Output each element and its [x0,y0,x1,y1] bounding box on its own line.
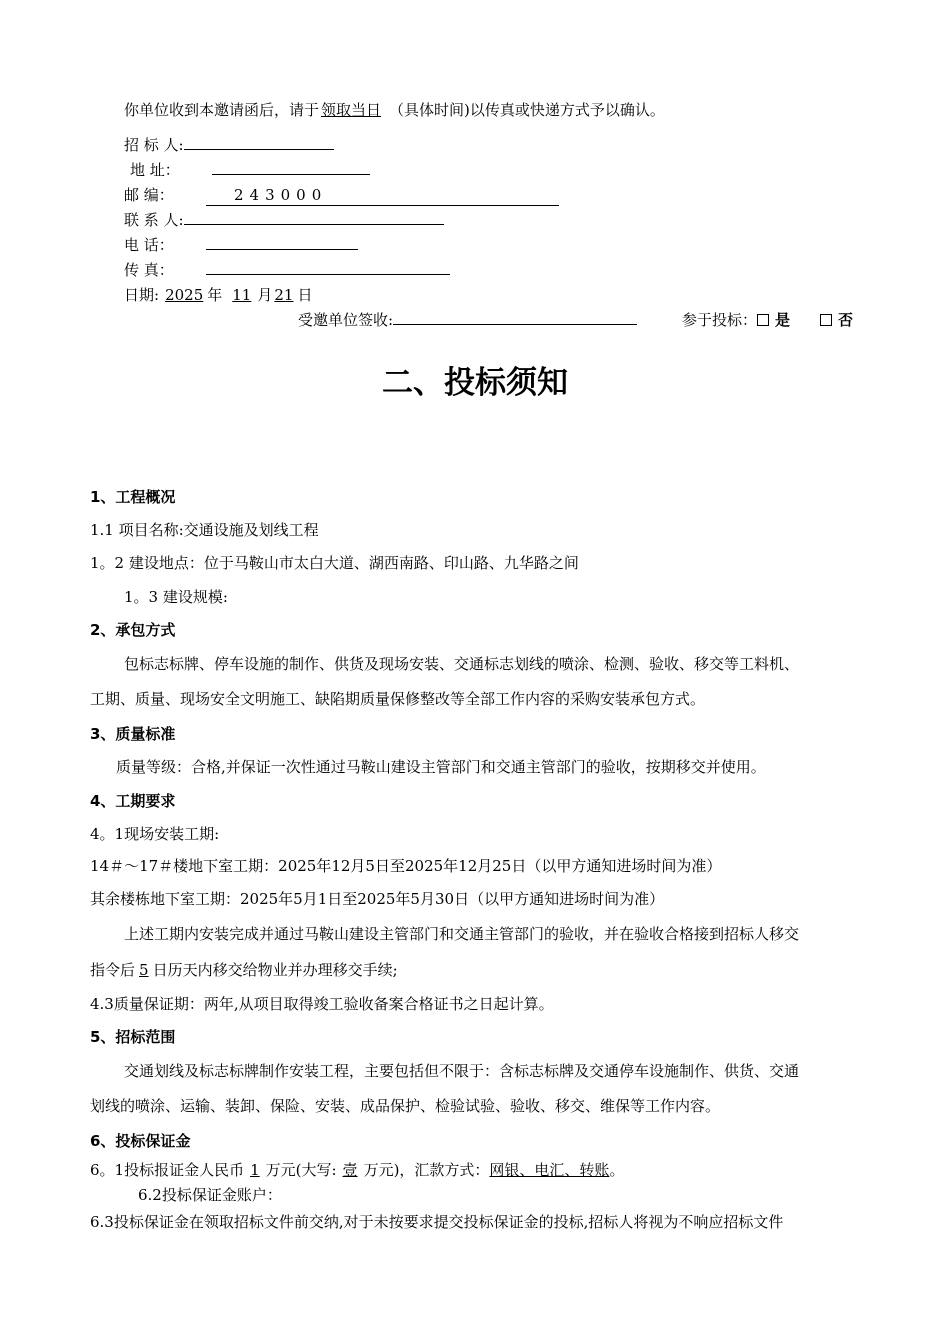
s6-line-2: 6.2投标保证金账户： [138,1186,282,1204]
date-year: 2025 [165,286,204,304]
yes-label: 是 [775,311,791,329]
s4-para-2-post: 日历天内移交给物业并办理移交手续; [152,961,398,979]
s4-para-1: 上述工期内安装完成并通过马鞍山建设主管部门和交通主管部门的验收，并在验收合格接到招标人移交 [124,925,800,943]
phone-blank [206,235,358,250]
date-day: 21 [274,286,294,304]
s6-line-1-mid: 万元(大写: [265,1161,337,1179]
confirm-line [124,100,665,120]
section-6-title: 6、投标保证金 [90,1132,191,1150]
address-blank [212,160,370,175]
date-day-unit: 日 [297,286,313,304]
s2-para-1: 包标志标牌、停车设施的制作、供货及现场安装、交通标志划线的喷涂、检测、验收、移交等工料机、 [124,655,800,673]
s6-line-1-pre: 6。1投标报证金人民币 [90,1161,245,1179]
deposit-amount-upper: 壹 [342,1161,358,1179]
section-5-title: 5、招标范围 [90,1028,176,1046]
tenderer-label: 招 标 人: [124,136,184,154]
postal-value: 243000 [206,185,559,206]
address-label: 地 址： [130,161,180,179]
section-1-title: 1、工程概况 [90,488,176,506]
payment-method: 网银、电汇、转账 [489,1161,610,1179]
s4-line-3: 其余楼栋地下室工期：2025年5月1日至2025年5月30日（以甲方通知进场时间为准） [90,890,665,908]
section-2-title: 2、承包方式 [90,621,176,639]
s4-line-2: 14＃～17＃楼地下室工期：2025年12月5日至2025年12月25日（以甲方通知进场时间为准） [90,857,722,875]
section-3-title: 3、质量标准 [90,725,176,743]
sign-line [298,310,637,330]
s4-line-4: 4.3质量保证期：两年,从项目取得竣工验收备案合格证书之日起计算。 [90,995,554,1013]
contact-label: 联 系 人: [124,211,184,229]
date-month-unit: 月 [257,286,273,304]
section-4-title: 4、工期要求 [90,792,176,810]
phone-label: 电 话： [124,236,174,254]
yes-checkbox[interactable] [757,314,769,326]
date-label: 日期: [124,286,160,304]
s6-line-1 [90,1160,624,1180]
participate-label: 参于投标： [682,311,758,329]
s1-line-3: 1。3 建设规模: [124,588,228,606]
s4-line-1: 4。1现场安装工期: [90,825,220,843]
address-field [130,160,370,180]
date-line [124,285,312,305]
fax-label: 传 真： [124,261,174,279]
no-checkbox[interactable] [820,314,832,326]
s3-para-1: 质量等级：合格,并保证一次性通过马鞍山建设主管部门和交通主管部门的验收，按期移交并使用。 [116,758,766,776]
deposit-amount: 1 [250,1161,260,1179]
s5-para-1: 交通划线及标志标牌制作安装工程，主要包括但不限于：含标志标牌及交通停车设施制作、供货、交通 [124,1062,800,1080]
s4-para-2-pre: 指令后 [90,961,136,979]
s1-line-1: 1.1 项目名称:交通设施及划线工程 [90,521,319,539]
s2-para-2: 工期、质量、现场安全文明施工、缺陷期质量保修整改等全部工作内容的采购安装承包方式。 [90,690,706,708]
s1-line-2: 1。2 建设地点：位于马鞍山市太白大道、湖西南路、印山路、九华路之间 [90,554,579,572]
confirm-time: 领取当日 [321,101,382,119]
sign-label: 受邀单位签收: [298,311,394,329]
confirm-text-post: （具体时间)以传真或快递方式予以确认。 [389,101,665,119]
s4-para-2 [90,960,398,980]
confirm-text-pre: 你单位收到本邀请函后，请于 [124,101,320,119]
s6-line-3: 6.3投标保证金在领取招标文件前交纳,对于未按要求提交投标保证金的投标,招标人将视为不响应招标文件 [90,1213,784,1231]
s6-line-1-end: 。 [609,1161,625,1179]
no-label: 否 [838,311,854,329]
date-year-unit: 年 [207,286,223,304]
contact-blank [184,210,444,225]
tenderer-field [124,135,334,155]
tenderer-blank [184,135,334,150]
sign-blank [393,310,637,325]
phone-field [124,235,358,255]
contact-field [124,210,444,230]
date-month: 11 [232,286,252,304]
participate-line [682,310,853,330]
s5-para-2: 划线的喷涂、运输、装卸、保险、安装、成品保护、检验试验、验收、移交、维保等工作内容。 [90,1097,721,1115]
postal-field [124,185,559,206]
postal-label: 邮 编： [124,186,174,204]
fax-field [124,260,450,280]
handover-days: 5 [139,961,149,979]
fax-blank [206,260,450,275]
section-heading: 二、投标须知 [382,365,568,401]
s6-line-1-mid2: 万元)，汇款方式： [363,1161,490,1179]
